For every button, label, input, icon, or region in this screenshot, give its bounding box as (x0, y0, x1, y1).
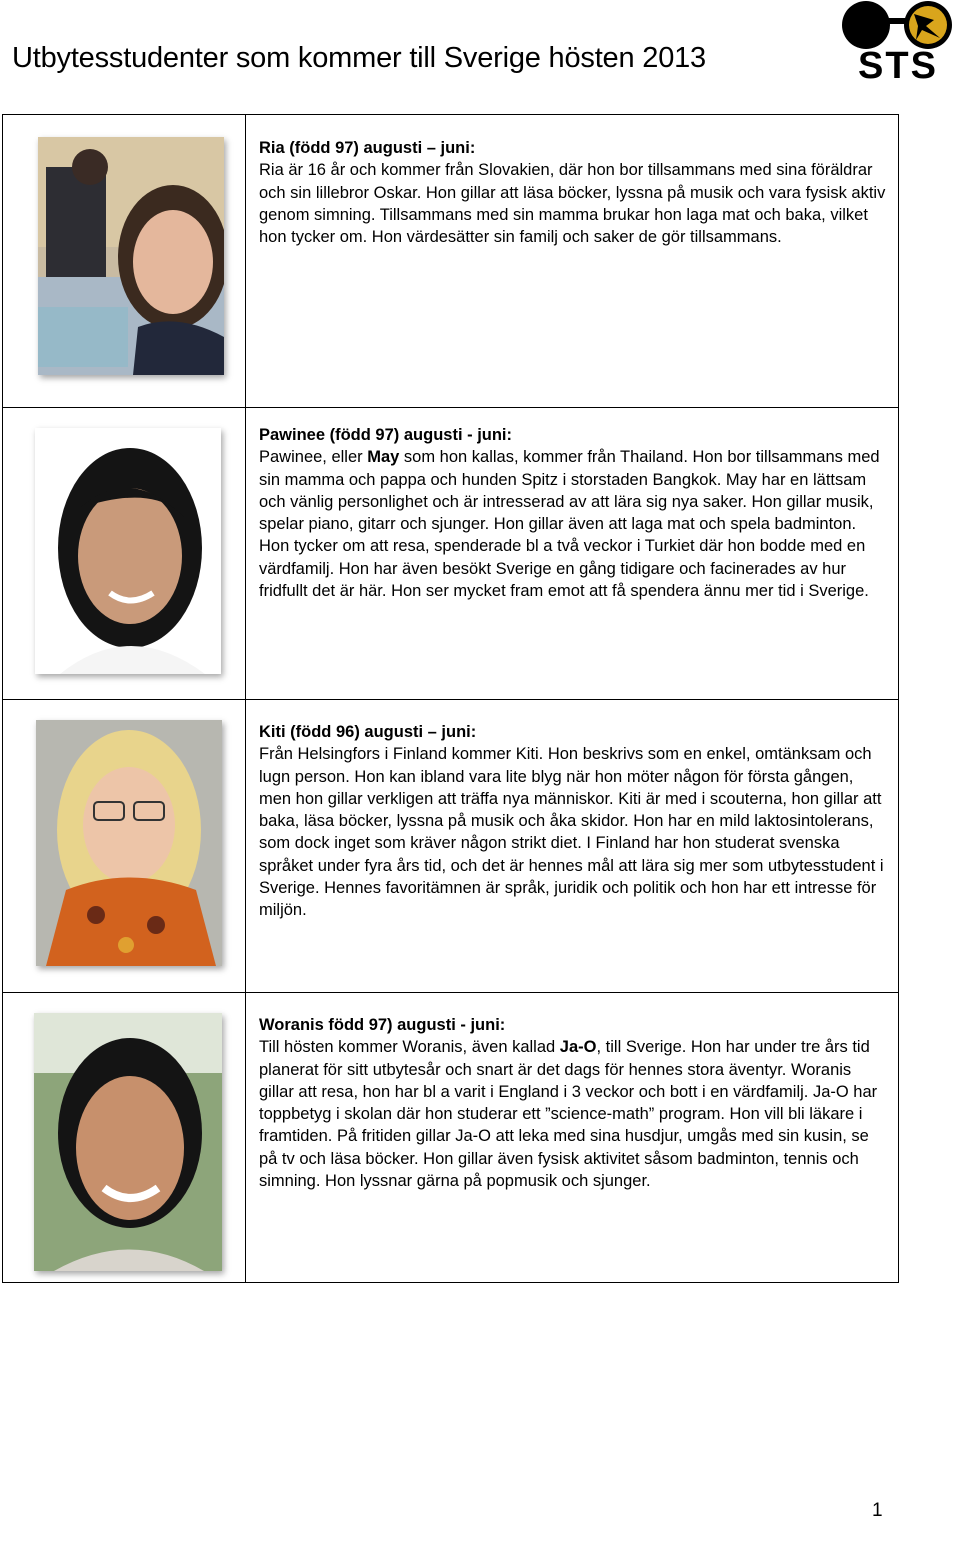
profile-row (3, 115, 899, 408)
text-cell (246, 993, 899, 1283)
profile-row (3, 993, 899, 1283)
photo-cell (3, 700, 246, 993)
description-text: Till hösten kommer Woranis, även kallad (259, 1038, 560, 1057)
profile-row (3, 408, 899, 700)
profile-description (259, 1036, 890, 1192)
description-text: som hon kallas, kommer från Thailand. Hon bor tillsammans med sin mamma och pappa och hunden Spitz i storstaden Bangkok. May har en lättsam och vänlig personlighet och är intresserad av att lära sig nya saker. Hon gillar musik, spelar piano, gitarr och sjunger. Hon gillar även att laga mat och spela badminton. Hon tycker om att resa, spenderade bl a två veckor i Turkiet där hon bodde med en värdfamilj. Hon har även besökt Sverige en gång tidigare och facinerades av hur fridfullt det är här. Hon ser mycket fram emot att få spendera ännu mer tid i Sverige. (259, 448, 880, 601)
text-cell (246, 115, 899, 408)
description-text: , till Sverige. Hon har under tre års tid planerat för sitt utbytesår och snart är det dags för hennes stora äventyr. Woranis gillar att resa, hon har bl a varit i England i 3 veckor och bott i en värdfamilj. Ja-O har toppbetyg i skolan där hon studerar ett ”science-math” program. Hon vill bli läkare i framtiden. På fritiden gillar Ja-O att leka med sina husdjur, umgås med sin kusin, se på tv och läsa böcker. Hon gillar även fysisk aktivitet såsom badminton, tennis och simning. Hon lyssnar gärna på popmusik och sjunger. (259, 1038, 878, 1191)
logo-text: STS (858, 45, 938, 87)
profile-description: Ria är 16 år och kommer från Slovakien, där hon bor tillsammans med sina föräldrar och sin lillebror Oskar. Hon gillar att läsa böcker, lyssna på musik och vara fysisk aktiv genom simning. Tillsammans med sin mamma brukar hon laga mat och baka, vilket hon tycker om. Hon värdesätter sin familj och saker de gör tillsammans. (259, 161, 886, 247)
text-cell (246, 700, 899, 993)
profile-name: Woranis född 97) augusti - juni: (259, 1016, 506, 1034)
profile-name: Ria (född 97) augusti – juni: (259, 139, 476, 157)
page-number: 1 (872, 1500, 883, 1521)
description-text: Pawinee, eller (259, 448, 368, 467)
profiles-table (2, 114, 899, 1283)
profile-description (259, 446, 890, 602)
profile-photo-pawinee (35, 428, 221, 674)
profile-photo-ria (38, 137, 224, 375)
sunglasses-icon (836, 0, 960, 50)
photo-cell (3, 408, 246, 700)
sts-logo (836, 0, 960, 88)
photo-cell (3, 115, 246, 408)
profile-name: Pawinee (född 97) augusti - juni: (259, 426, 513, 444)
profile-row (3, 700, 899, 993)
profile-description: Från Helsingfors i Finland kommer Kiti. Hon beskrivs som en enkel, omtänksam och lugn person. Hon kan ibland vara lite blyg när hon möter någon för första gången, men hon gillar verkligen att träffa nya människor. Kiti är med i scouterna, hon gillar att baka, läsa böcker, lyssna på musik och åka skidor. Hon har en mild laktosintolerans, som dock inget som kräver någon strikt diet. I Finland har hon studerat svenska språket under fyra års tid, och det är hennes mål att lära sig mer som utbytesstudent i Sverige. Hennes favoritämnen är språk, juridik och politik och hon har ett intresse för miljön. (259, 745, 884, 920)
text-cell (246, 408, 899, 700)
profile-photo-woranis (34, 1013, 222, 1271)
profile-photo-kiti (36, 720, 222, 966)
profile-name: Kiti (född 96) augusti – juni: (259, 723, 477, 741)
photo-cell (3, 993, 246, 1283)
page-title: Utbytesstudenter som kommer till Sverige hösten 2013 (12, 42, 706, 74)
nickname: May (367, 448, 400, 467)
nickname: Ja-O (559, 1038, 597, 1057)
